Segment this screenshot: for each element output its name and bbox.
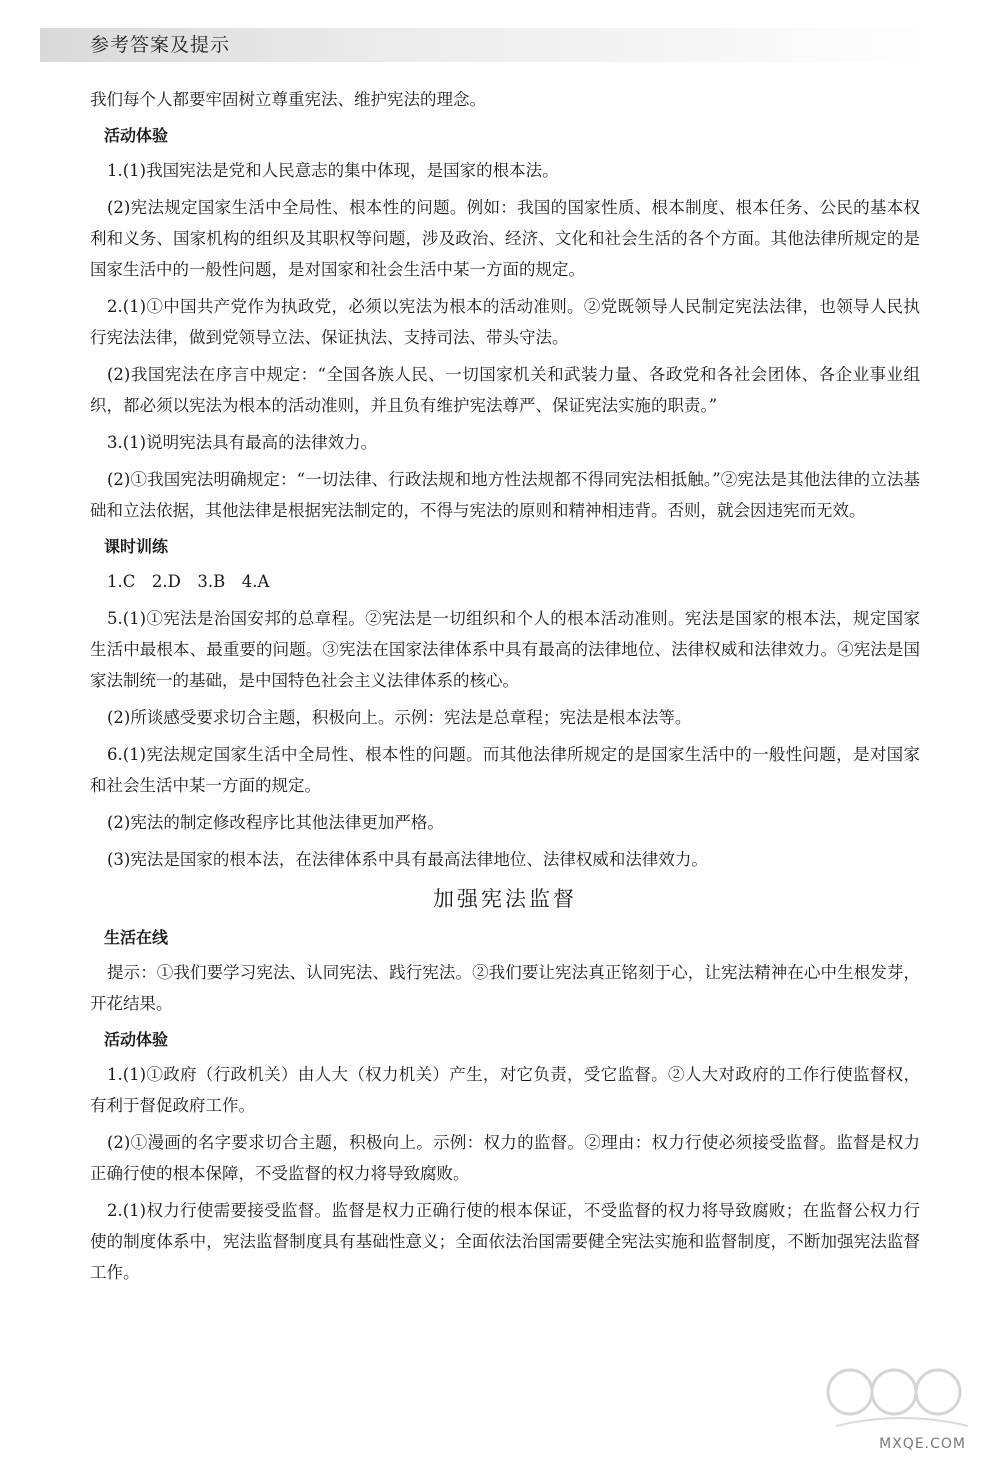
watermark-text: MXQE.COM xyxy=(879,1436,966,1452)
page-content xyxy=(90,84,920,1294)
page-header-title: 参考答案及提示 xyxy=(90,34,231,56)
paragraph: (2)宪法规定国家生活中全局性、根本性的问题。例如：我国的国家性质、根本制度、根本任务、公民的基本权利和义务、国家机构的组织及其职权等问题，涉及政治、经济、文化和社会生活的各个方面。其他法律所规定的是国家生活中的一般性问题，是对国家和社会生活中某一方面的规定。 xyxy=(90,198,920,279)
section-heading-activity: 活动体验 xyxy=(104,1030,169,1049)
paragraph: (3)宪法是国家的根本法，在法律体系中具有最高法律地位、法律权威和法律效力。 xyxy=(107,850,708,869)
paragraph: 5.(1)①宪法是治国安邦的总章程。②宪法是一切组织和个人的根本活动准则。宪法是国家的根本法，规定国家生活中最根本、最重要的问题。③宪法在国家法律体系中具有最高的法律地位、法律权威和法律效力。④宪法是国家法制统一的基础，是中国特色社会主义法律体系的核心。 xyxy=(90,609,920,690)
paragraph: 3.(1)说明宪法具有最高的法律效力。 xyxy=(107,433,378,452)
paragraph: 2.(1)权力行使需要接受监督。监督是权力正确行使的根本保证，不受监督的权力将导致腐败；在监督公权力行使的制度体系中，宪法监督制度具有基础性意义；全面依法治国需要健全宪法实施和监督制度，不断加强宪法监督工作。 xyxy=(90,1201,920,1282)
paragraph: 2.(1)①中国共产党作为执政党，必须以宪法为根本的活动准则。②党既领导人民制定宪法法律，也领导人民执行宪法法律，做到党领导立法、保证执法、支持司法、带头守法。 xyxy=(90,297,920,347)
paragraph: 我们每个人都要牢固树立尊重宪法、维护宪法的理念。 xyxy=(90,90,486,109)
paragraph: 1.(1)①政府（行政机关）由人大（权力机关）产生，对它负责，受它监督。②人大对政府的工作行使监督权，有利于督促政府工作。 xyxy=(90,1065,920,1115)
answer-key-line: 1.C 2.D 3.B 4.A xyxy=(107,572,270,591)
paragraph: (2)所谈感受要求切合主题，积极向上。示例：宪法是总章程；宪法是根本法等。 xyxy=(107,708,692,727)
paragraph: 1.(1)我国宪法是党和人民意志的集中体现，是国家的根本法。 xyxy=(107,161,559,180)
section-title: 加强宪法监督 xyxy=(433,887,577,911)
paragraph: (2)我国宪法在序言中规定：“全国各族人民、一切国家机关和武装力量、各政党和各社会团体、各企业事业组织，都必须以宪法为根本的活动准则，并且负有维护宪法尊严、保证宪法实施的职责。” xyxy=(90,365,920,415)
section-heading-practice: 课时训练 xyxy=(104,537,169,556)
section-heading-activity: 活动体验 xyxy=(104,126,169,145)
paragraph: 6.(1)宪法规定国家生活中全局性、根本性的问题。而其他法律所规定的是国家生活中的一般性问题，是对国家和社会生活中某一方面的规定。 xyxy=(90,745,920,795)
paragraph: (2)①漫画的名字要求切合主题，积极向上。示例：权力的监督。②理由：权力行使必须接受监督。监督是权力正确行使的根本保障，不受监督的权力将导致腐败。 xyxy=(90,1133,920,1183)
section-heading-life-online: 生活在线 xyxy=(104,928,169,947)
paragraph: (2)宪法的制定修改程序比其他法律更加严格。 xyxy=(107,813,444,832)
paragraph: 提示：①我们要学习宪法、认同宪法、践行宪法。②我们要让宪法真正铭刻于心，让宪法精神在心中生根发芽，开花结果。 xyxy=(90,963,920,1013)
paragraph: (2)①我国宪法明确规定：“一切法律、行政法规和地方性法规都不得同宪法相抵触。”②宪法是其他法律的立法基础和立法依据，其他法律是根据宪法制定的，不得与宪法的原则和精神相违背。否则，就会因违宪而无效。 xyxy=(90,470,920,520)
